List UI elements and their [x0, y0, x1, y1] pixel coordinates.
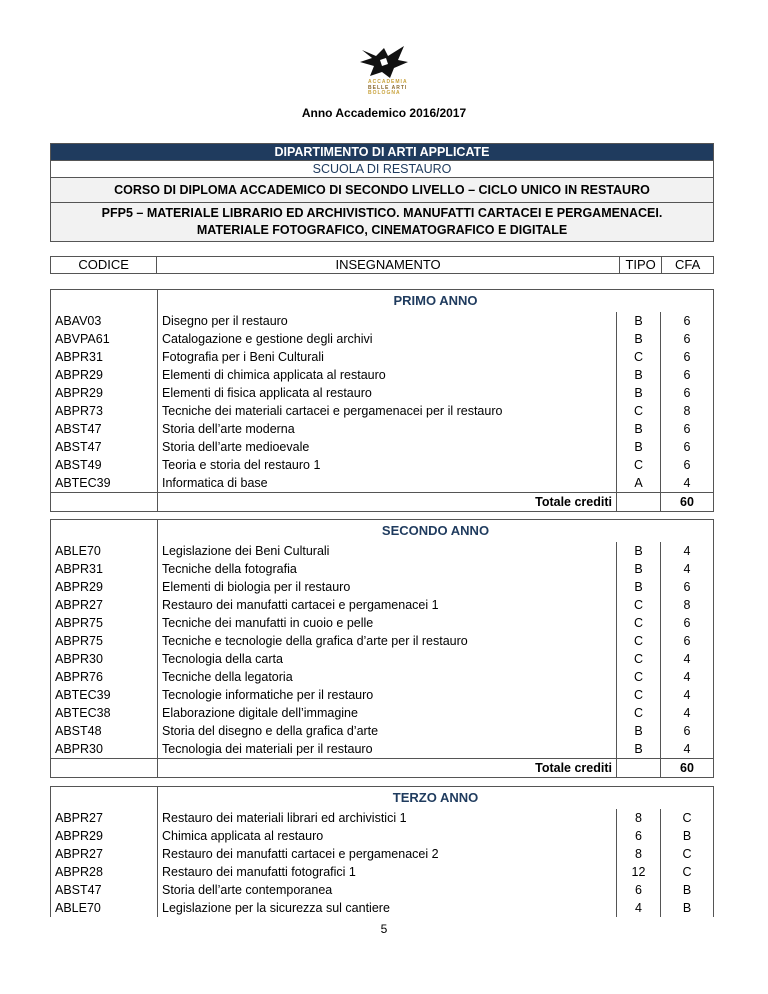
course-cfa: B [661, 899, 714, 917]
course-cfa: 6 [661, 438, 714, 456]
course-code: ABPR75 [51, 632, 158, 650]
table-row [51, 384, 714, 402]
course-type: 8 [617, 809, 661, 827]
course-type: A [617, 474, 661, 493]
course-cfa: 4 [661, 740, 714, 759]
course-type: C [617, 686, 661, 704]
course-type: 12 [617, 863, 661, 881]
course-type: C [617, 668, 661, 686]
table-row [51, 650, 714, 668]
year-title: PRIMO ANNO [158, 290, 714, 313]
course-name: Catalogazione e gestione degli archivi [158, 330, 617, 348]
year-table-1 [50, 289, 714, 512]
course-name: Elementi di fisica applicata al restauro [158, 384, 617, 402]
course-name: Elementi di biologia per il restauro [158, 578, 617, 596]
table-row [51, 899, 714, 917]
course-cfa: 6 [661, 456, 714, 474]
course-cfa: 4 [661, 668, 714, 686]
academic-year: Anno Accademico 2016/2017 [301, 106, 467, 120]
course-type: B [617, 438, 661, 456]
course-code: ABST47 [51, 420, 158, 438]
course-name: Tecniche dei manufatti in cuoio e pelle [158, 614, 617, 632]
course-type: C [617, 348, 661, 366]
course-type: B [617, 312, 661, 330]
course-cfa: 6 [661, 632, 714, 650]
course-cfa: 6 [661, 578, 714, 596]
pfp-title: PFP5 – MATERIALE LIBRARIO ED ARCHIVISTICO. MANUFATTI CARTACEI E PERGAMENACEI. MATERIALE FOTOGRAFICO, CINEMATOGRAFICO E DIGITALE [51, 203, 714, 242]
course-code: ABPR27 [51, 845, 158, 863]
course-name: Restauro dei manufatti fotografici 1 [158, 863, 617, 881]
course-code: ABTEC39 [51, 474, 158, 493]
course-code: ABPR29 [51, 384, 158, 402]
course-code: ABPR29 [51, 366, 158, 384]
course-name: Restauro dei manufatti cartacei e pergamenacei 1 [158, 596, 617, 614]
course-name: Legislazione per la sicurezza sul cantiere [158, 899, 617, 917]
course-type: B [617, 384, 661, 402]
course-code: ABPR27 [51, 809, 158, 827]
course-name: Teoria e storia del restauro 1 [158, 456, 617, 474]
course-name: Tecniche e tecnologie della grafica d’arte per il restauro [158, 632, 617, 650]
table-row [51, 366, 714, 384]
table-row [51, 560, 714, 578]
course-name: Storia del disegno e della grafica d’arte [158, 722, 617, 740]
course-name: Fotografia per i Beni Culturali [158, 348, 617, 366]
course-code: ABTEC38 [51, 704, 158, 722]
table-row [51, 596, 714, 614]
total-label: Totale crediti [158, 493, 617, 512]
course-cfa: 6 [661, 722, 714, 740]
course-type: 8 [617, 845, 661, 863]
table-row [51, 686, 714, 704]
course-name: Tecniche della legatoria [158, 668, 617, 686]
course-name: Restauro dei materiali librari ed archivistici 1 [158, 809, 617, 827]
course-name: Legislazione dei Beni Culturali [158, 542, 617, 560]
table-row [51, 578, 714, 596]
course-type: B [617, 722, 661, 740]
course-code: ABPR28 [51, 863, 158, 881]
course-code: ABPR29 [51, 827, 158, 845]
course-code: ABST47 [51, 438, 158, 456]
course-cfa: 8 [661, 596, 714, 614]
course-name: Tecniche della fotografia [158, 560, 617, 578]
table-row [51, 542, 714, 560]
table-row [51, 668, 714, 686]
department-title: DIPARTIMENTO DI ARTI APPLICATE [51, 144, 714, 161]
course-type: B [617, 740, 661, 759]
school-title: SCUOLA DI RESTAURO [51, 161, 714, 178]
course-name: Tecniche dei materiali cartacei e pergamenacei per il restauro [158, 402, 617, 420]
table-row [51, 420, 714, 438]
course-type: B [617, 542, 661, 560]
course-cfa: C [661, 845, 714, 863]
course-code: ABLE70 [51, 899, 158, 917]
course-name: Tecnologia della carta [158, 650, 617, 668]
course-code: ABPR29 [51, 578, 158, 596]
table-row [51, 809, 714, 827]
course-code: ABPR30 [51, 740, 158, 759]
course-name: Storia dell’arte moderna [158, 420, 617, 438]
course-cfa: 4 [661, 542, 714, 560]
course-code: ABST49 [51, 456, 158, 474]
table-row [51, 881, 714, 899]
course-code: ABTEC39 [51, 686, 158, 704]
course-type: C [617, 614, 661, 632]
table-row [51, 348, 714, 366]
course-type: C [617, 632, 661, 650]
logo-text: ACCADEMIA BELLE ARTI BOLOGNA [368, 79, 408, 96]
table-row [51, 438, 714, 456]
year-table-2 [50, 519, 714, 778]
col-code: CODICE [51, 257, 157, 274]
course-type: B [617, 560, 661, 578]
course-code: ABPR31 [51, 348, 158, 366]
course-type: 6 [617, 881, 661, 899]
table-row [51, 312, 714, 330]
course-cfa: 6 [661, 348, 714, 366]
course-cfa: 4 [661, 650, 714, 668]
table-row [51, 456, 714, 474]
course-code: ABAV03 [51, 312, 158, 330]
course-name: Storia dell’arte contemporanea [158, 881, 617, 899]
course-name: Chimica applicata al restauro [158, 827, 617, 845]
table-row [51, 827, 714, 845]
table-row [51, 740, 714, 759]
col-cfa: CFA [662, 257, 714, 274]
course-name: Disegno per il restauro [158, 312, 617, 330]
course-cfa: 6 [661, 312, 714, 330]
course-name: Informatica di base [158, 474, 617, 493]
course-cfa: 4 [661, 686, 714, 704]
total-row [51, 493, 714, 512]
course-type: C [617, 596, 661, 614]
course-code: ABPR75 [51, 614, 158, 632]
course-cfa: B [661, 881, 714, 899]
table-row [51, 632, 714, 650]
course-name: Elementi di chimica applicata al restauro [158, 366, 617, 384]
col-type: TIPO [619, 257, 662, 274]
course-type: C [617, 456, 661, 474]
header-table [50, 143, 714, 242]
course-cfa: 8 [661, 402, 714, 420]
course-name: Restauro dei manufatti cartacei e pergamenacei 2 [158, 845, 617, 863]
table-row [51, 863, 714, 881]
table-row [51, 474, 714, 493]
table-row [51, 402, 714, 420]
course-code: ABPR27 [51, 596, 158, 614]
course-type: C [617, 704, 661, 722]
page-number: 5 [380, 922, 388, 936]
course-type: 6 [617, 827, 661, 845]
course-type: C [617, 402, 661, 420]
total-value: 60 [661, 759, 714, 778]
course-name: Tecnologia dei materiali per il restauro [158, 740, 617, 759]
course-cfa: B [661, 827, 714, 845]
table-row [51, 614, 714, 632]
year-title: TERZO ANNO [158, 787, 714, 810]
course-cfa: 4 [661, 560, 714, 578]
table-row [51, 722, 714, 740]
total-label: Totale crediti [158, 759, 617, 778]
course-name: Storia dell’arte medioevale [158, 438, 617, 456]
course-name: Tecnologie informatiche per il restauro [158, 686, 617, 704]
course-code: ABPR30 [51, 650, 158, 668]
course-cfa: C [661, 863, 714, 881]
course-code: ABST47 [51, 881, 158, 899]
course-code: ABLE70 [51, 542, 158, 560]
course-code: ABVPA61 [51, 330, 158, 348]
course-code: ABPR76 [51, 668, 158, 686]
course-type: B [617, 420, 661, 438]
course-type: B [617, 578, 661, 596]
course-cfa: C [661, 809, 714, 827]
course-code: ABPR73 [51, 402, 158, 420]
course-type: B [617, 330, 661, 348]
year-title: SECONDO ANNO [158, 520, 714, 543]
table-row [51, 845, 714, 863]
course-cfa: 4 [661, 704, 714, 722]
course-cfa: 6 [661, 384, 714, 402]
course-type: B [617, 366, 661, 384]
course-code: ABST48 [51, 722, 158, 740]
course-cfa: 6 [661, 366, 714, 384]
table-row [51, 330, 714, 348]
column-headers [50, 256, 714, 274]
col-course: INSEGNAMENTO [157, 257, 620, 274]
course-title: CORSO DI DIPLOMA ACCADEMICO DI SECONDO LIVELLO – CICLO UNICO IN RESTAURO [51, 178, 714, 203]
course-cfa: 4 [661, 474, 714, 493]
total-row [51, 759, 714, 778]
table-row [51, 704, 714, 722]
total-value: 60 [661, 493, 714, 512]
course-cfa: 6 [661, 614, 714, 632]
course-code: ABPR31 [51, 560, 158, 578]
course-type: 4 [617, 899, 661, 917]
course-cfa: 6 [661, 330, 714, 348]
course-name: Elaborazione digitale dell’immagine [158, 704, 617, 722]
course-cfa: 6 [661, 420, 714, 438]
year-table-3 [50, 786, 714, 917]
course-type: C [617, 650, 661, 668]
